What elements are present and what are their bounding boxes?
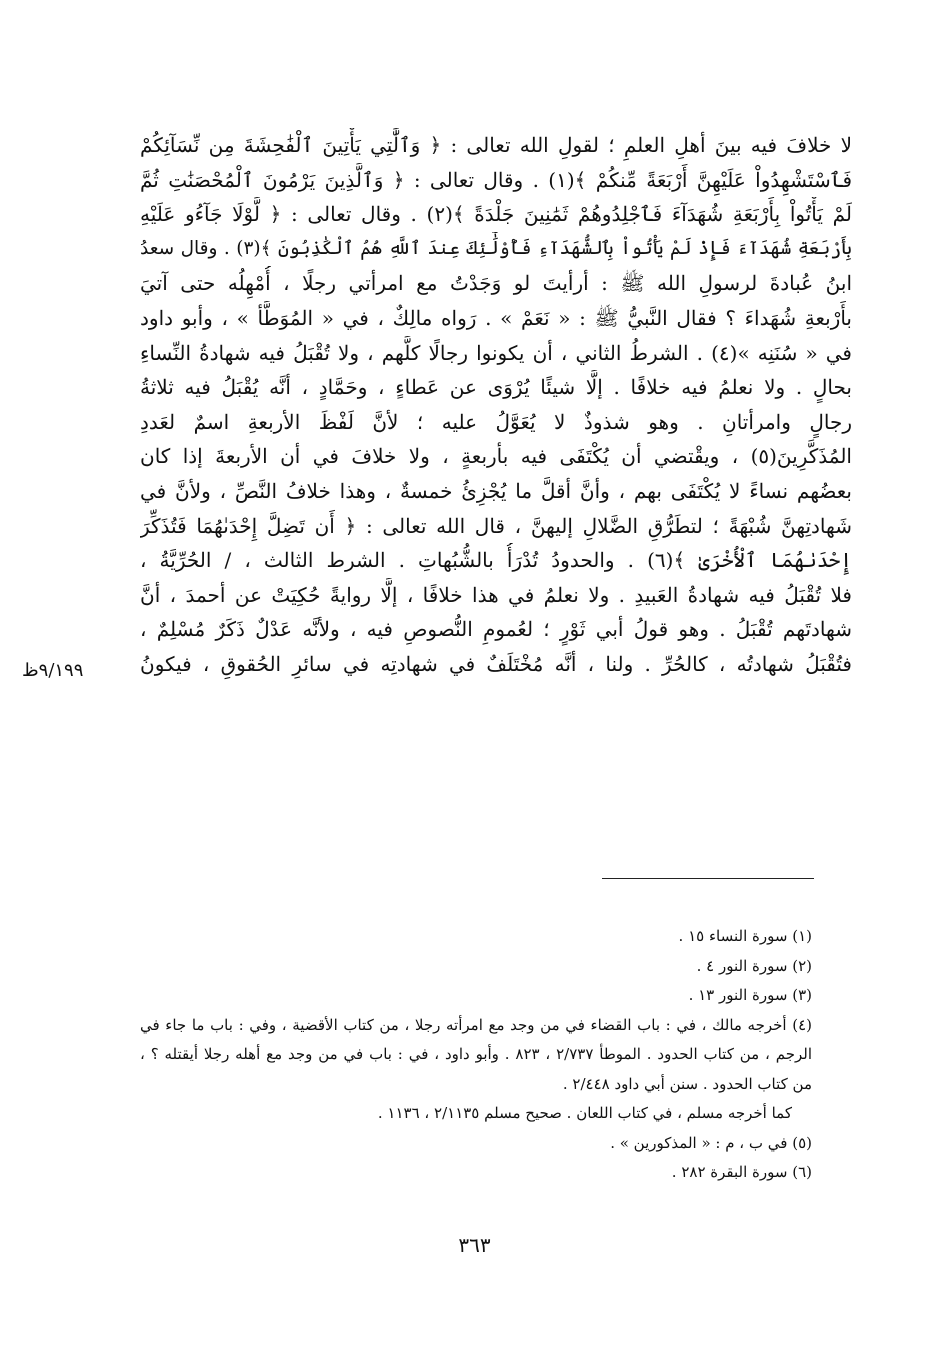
text-line: بعضُهم نساءً لا يُكْتَفَى بهم ، وأنَّ أقلَّ ما يُجْزِئُ خمسةٌ ، وهذا خلافُ النَّصِّ ، ولأنَّ في <box>140 478 852 503</box>
text-line: المُذَكَّرِينَ(٥) ، ويقْتضي أن يُكْتَفَى فيه بأربعةٍ ، ولا خلافَ في أن الأربعةَ إذا كان <box>140 444 852 469</box>
footnote: (٣) سورة النور ١٣ . <box>688 986 812 1004</box>
text-line: بأَرْبعةِ شُهَداءَ ؟ فقال النَّبيُّ ﷺ : « نَعَمْ » . رَواه مالِكٌ ، في « المُوَطَّأ » ، وأبو داود <box>140 305 852 330</box>
text-line: شهادتَهم تُقْبَلُ . وهو قولُ أبي ثَوْرٍ ؛ لعُمومِ النُّصوصِ فيه ، ولأنَّه عَدْلٌ ذَكَرٌ مُسْلِمٌ ، <box>140 617 852 642</box>
margin-note: ٩/١٩٩ظ <box>22 660 84 681</box>
page-number: ٣٦٣ <box>458 1233 491 1257</box>
text-line: فَٱسْتَشْهِدُواْ عَلَيْهِنَّ أَرْبَعَةً مِّنكُمْ ﴾(١) . وقال تعالى : ﴿ وَٱلَّذِينَ يَرْمُونَ ٱلْمُحْصَنَٰتِ ثُمَّ <box>140 167 852 192</box>
text-line: فتُقْبَلُ شهادتُه ، كالحُرِّ . ولنا ، أنَّه مُخْتَلَفٌ في شهادتِه في سائرِ الحُقوقِ ، فيكونُ <box>140 651 852 676</box>
footnote: (٦) سورة البقرة ٢٨٢ . <box>671 1163 812 1181</box>
footnote: (٤) أخرجه مالك ، في : باب القضاء في من وجد مع امرأته رجلا ، من كتاب الأقضية ، وفي : باب ما جاء في <box>140 1015 812 1034</box>
text-line: لَمْ يَأْتُواْ بِأَرْبَعَةِ شُهَدَآءَ فَٱجْلِدُوهُمْ ثَمَٰنِينَ جَلْدَةً ﴾(٢) . وقال تعالى : ﴿ لَّوْلَا جَآءُو عَلَيْهِ <box>140 202 852 227</box>
footnote: الرجم ، من كتاب الحدود . الموطأ ٢/٧٣٧ ، ٨٢٣ . وأبو داود ، في : باب في من وجد مع أهله رجلا أيقتله ؟ ، <box>140 1045 812 1063</box>
text-line: فلا تُقْبَلُ فيه شهادةُ العَبيدِ . ولا نعلمُ في هذا خلافًا ، إلَّا روايةً حُكِيَتْ عن أحمدَ ، أنَّ <box>140 582 852 607</box>
text-line: لا خلافَ فيه بينَ أهلِ العلمِ ؛ لقولِ الله تعالى : ﴿ وَٱلَّٰتِي يَأْتِينَ ٱلْفَٰحِشَةَ مِن نِّسَآئِكُمْ <box>140 133 852 157</box>
footnote: (١) سورة النساء ١٥ . <box>678 927 812 945</box>
text-line: شَهادتِهنَّ شُبْهَةً ؛ لتطَرُّقِ الضَّلالِ إليهنَّ ، قال الله تعالى : ﴿ أَن تَضِلَّ إِحْدَىٰهُمَا فَتُذَكِّرَ <box>140 513 852 538</box>
footnote-divider <box>602 878 814 879</box>
footnote: كما أخرجه مسلم ، في كتاب اللعان . صحيح مسلم ٢/١١٣٥ ، ١١٣٦ . <box>377 1104 792 1122</box>
text-line: ابنُ عُبادةَ لرسولِ الله ﷺ : أرأيتَ لو وَجَدْتُ مع امرأتي رجلًا ، أُمْهِلُه حتى آتيَ <box>140 271 852 296</box>
text-line: رجالٍ وامرأتانِ . وهو شذوذٌ لا يُعَوَّلُ عليه ؛ لأنَّ لَفْظَ الأربعةِ اسمٌ لعَددِ <box>140 409 852 434</box>
text-line: بحالٍ . ولا نعلمُ فيه خلافًا . إلَّا شيئًا يُرْوَى عن عَطاءٍ ، وحَمَّادٍ ، أنَّه يُقْبَلُ فيه ثلاثةُ <box>140 375 852 400</box>
footnote: (٢) سورة النور ٤ . <box>696 956 812 975</box>
main-text-block <box>140 128 852 682</box>
text-line: إِحْدَىٰهُمَا ٱلْأُخْرَىٰ ﴾(٦) . والحدودُ تُدْرَأُ بالشُّبُهاتِ . الشرط الثالث ، / الحُرِّيَّةُ ، <box>140 548 852 573</box>
text-line: بِأَرْبَعَةِ شُهَدَآءَ فَإِذْ لَمْ يَأْتُواْ بِٱلشُّهَدَآءِ فَأُوْلَٰٓئِكَ عِندَ ٱللَّهِ هُمُ ٱلْكَٰذِبُونَ ﴾(٣) . وقال سعدُ <box>140 237 852 259</box>
text-line: في « سُنَنِه »(٤) . الشرطُ الثاني ، أن يكونوا رجالًا كلَّهم ، ولا تُقْبَلُ فيه شهادةُ النِّساءِ <box>140 340 852 365</box>
footnotes-block <box>140 922 812 1188</box>
footnote: (٥) في ب ، م : « المذكورين » . <box>610 1133 812 1152</box>
footnote: من كتاب الحدود . سنن أبي داود ٢/٤٤٨ . <box>562 1074 812 1093</box>
